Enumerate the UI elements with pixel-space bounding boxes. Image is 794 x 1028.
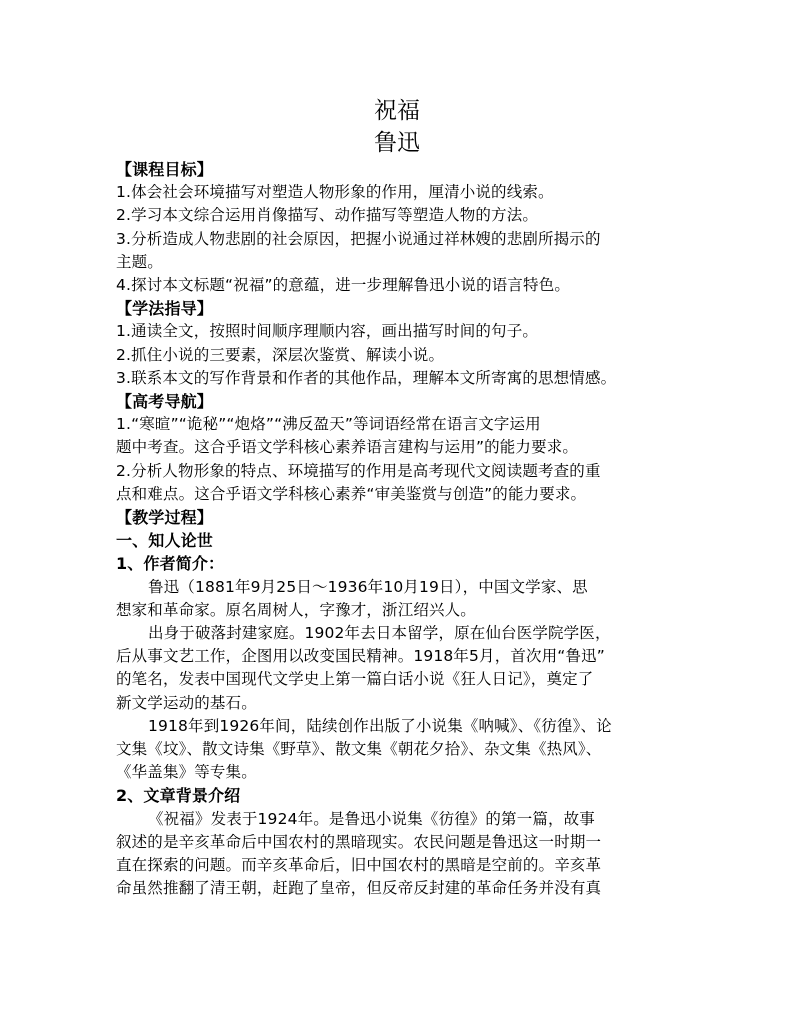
section-heading: 【学法指导】 [116, 299, 213, 319]
text-line: 1.通读全文，按照时间顺序理顺内容，画出描写时间的句子。 [116, 322, 538, 341]
document-body [116, 158, 684, 901]
text-line: 主题。 [116, 252, 163, 271]
section-heading: 1、作者简介： [116, 554, 225, 574]
section-heading: 【课程目标】 [116, 160, 213, 179]
text-line: 文集《坟》、散文诗集《野草》、散文集《朝花夕拾》、杂文集《热风》、 [116, 740, 602, 759]
text-line: 4.探讨本文标题“祝福”的意蕴，进一步理解鲁迅小说的语言特色。 [116, 276, 571, 295]
text-line: 题中考查。这合乎语文学科核心素养语言建构与运用”的能力要求。 [116, 438, 579, 457]
text-line: 2.分析人物形象的特点、环境描写的作用是高考现代文阅读题考查的重 [116, 461, 601, 480]
text-line: 想家和革命家。原名周树人，字豫才，浙江绍兴人。 [116, 600, 476, 619]
section-heading: 【高考导航】 [116, 392, 213, 412]
text-line: 《祝福》发表于1924年。是鲁迅小说集《彷徨》的第一篇，故事 [148, 809, 595, 828]
text-line: 直在探索的问题。而辛亥革命后，旧中国农村的黑暗是空前的。辛亥革 [116, 856, 602, 875]
text-line: 命虽然推翻了清王朝，赶跑了皇帝，但反帝反封建的革命任务并没有真 [116, 879, 602, 898]
text-line: 1.体会社会环境描写对塑造人物形象的作用，厘清小说的线索。 [116, 183, 554, 202]
text-line: 1918年到1926年间，陆续创作出版了小说集《呐喊》、《彷徨》、论 [148, 716, 612, 735]
text-line: 2.抓住小说的三要素，深层次鉴赏、解读小说。 [116, 345, 445, 364]
text-line: 鲁迅（1881年9月25日～1936年10月19日），中国文学家、思 [148, 577, 588, 596]
document-title: 祝福 [374, 98, 420, 124]
text-line: 3.联系本文的写作背景和作者的其他作品，理解本文所寄寓的思想情感。 [116, 368, 617, 387]
text-line: 点和难点。这合乎语文学科核心素养“审美鉴赏与创造”的能力要求。 [116, 484, 587, 503]
text-line: 后从事文艺工作，企图用以改变国民精神。1918年5月，首次用“鲁迅” [116, 647, 605, 666]
text-line: 2.学习本文综合运用肖像描写、动作描写等塑造人物的方法。 [116, 206, 538, 225]
document-author: 鲁迅 [374, 130, 420, 156]
text-line: 3.分析造成人物悲剧的社会原因，把握小说通过祥林嫂的悲剧所揭示的 [116, 229, 601, 248]
text-line: 新文学运动的基石。 [116, 693, 257, 712]
text-line: 出身于破落封建家庭。1902年去日本留学，原在仙台医学院学医， [148, 624, 611, 643]
text-line: 《华盖集》等专集。 [116, 763, 257, 782]
text-line: 1.“寒暄”“诡秘”“炮烙”“沸反盈天”等词语经常在语言文字运用 [116, 415, 541, 434]
text-line: 的笔名，发表中国现代文学史上第一篇白话小说《狂人日记》，奠定了 [116, 670, 594, 689]
section-heading: 【教学过程】 [116, 508, 213, 528]
section-heading: 一、知人论世 [116, 531, 213, 551]
text-line: 叙述的是辛亥革命后中国农村的黑暗现实。农民问题是鲁迅这一时期一 [116, 832, 602, 851]
section-heading: 2、文章背景介绍 [116, 786, 241, 806]
